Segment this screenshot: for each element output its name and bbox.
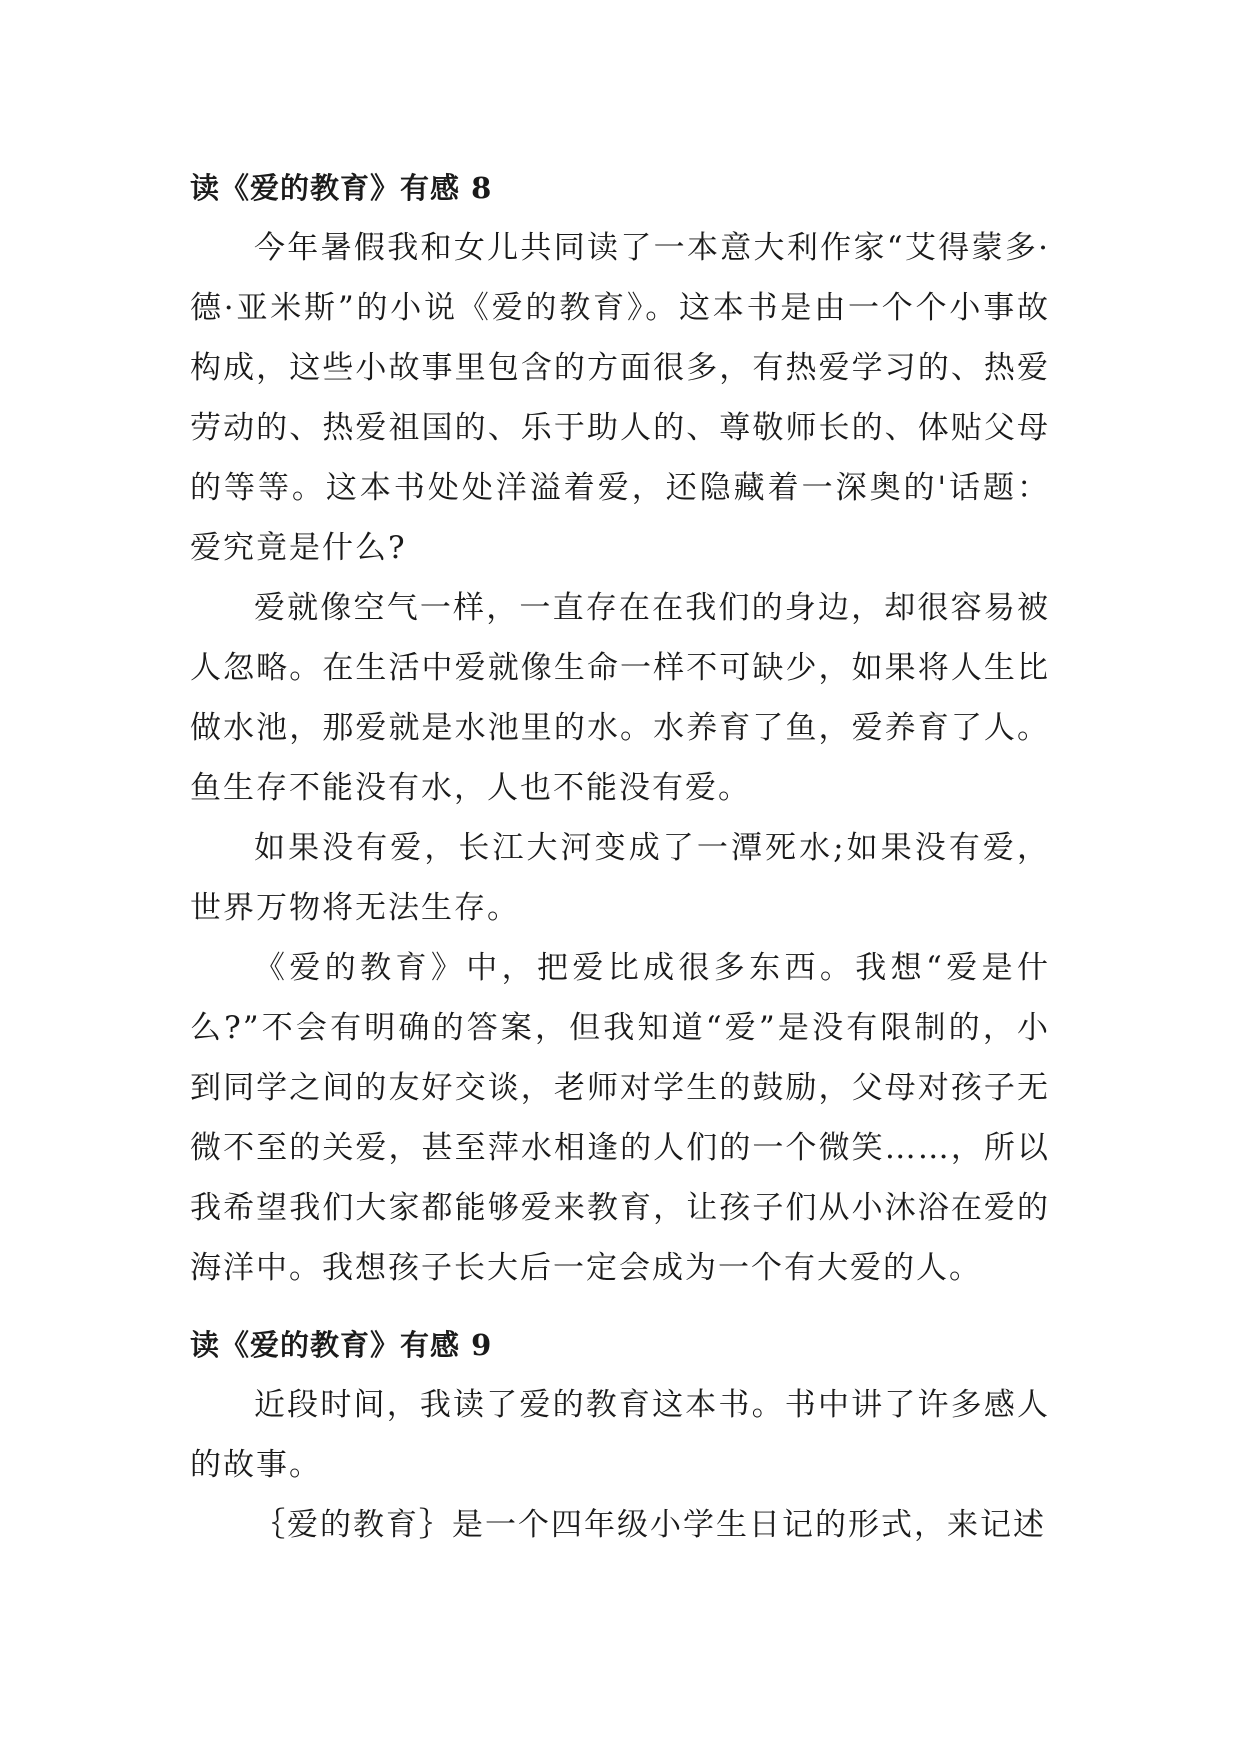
essay-section-9 bbox=[190, 1315, 1050, 1555]
paragraph: 如果没有爱，长江大河变成了一潭死水;如果没有爱，世界万物将无法生存。 bbox=[190, 830, 1050, 926]
paragraph: 近段时间，我读了爱的教育这本书。书中讲了许多感人的故事。 bbox=[190, 1387, 1050, 1483]
paragraph: 《爱的教育》中，把爱比成很多东西。我想“爱是什么?”不会有明确的答案，但我知道“爱”是没有限制的，小到同学之间的友好交谈，老师对学生的鼓励，父母对孩子无微不至的关爱，甚至萍水相逢的人们的一个微笑……，所以我希望我们大家都能够爱来教育，让孩子们从小沐浴在爱的海洋中。我想孩子长大后一定会成为一个有大爱的人。 bbox=[190, 950, 1050, 1286]
paragraph: 今年暑假我和女儿共同读了一本意大利作家“艾得蒙多·德·亚米斯”的小说《爱的教育》。这本书是由一个个小事故构成，这些小故事里包含的方面很多，有热爱学习的、热爱劳动的、热爱祖国的、乐于助人的、尊敬师长的、体贴父母的等等。这本书处处洋溢着爱，还隐藏着一深奥的'话题：爱究竟是什么? bbox=[190, 230, 1050, 566]
paragraph: ｛爱的教育｝是一个四年级小学生日记的形式，来记述 bbox=[254, 1507, 1046, 1543]
section-title: 读《爱的教育》有感 8 bbox=[190, 171, 493, 205]
essay-section-8 bbox=[190, 158, 1050, 1298]
paragraph: 爱就像空气一样，一直存在在我们的身边，却很容易被人忽略。在生活中爱就像生命一样不可缺少，如果将人生比做水池，那爱就是水池里的水。水养育了鱼，爱养育了人。鱼生存不能没有水，人也不能没有爱。 bbox=[190, 590, 1050, 806]
section-title: 读《爱的教育》有感 9 bbox=[190, 1328, 493, 1362]
